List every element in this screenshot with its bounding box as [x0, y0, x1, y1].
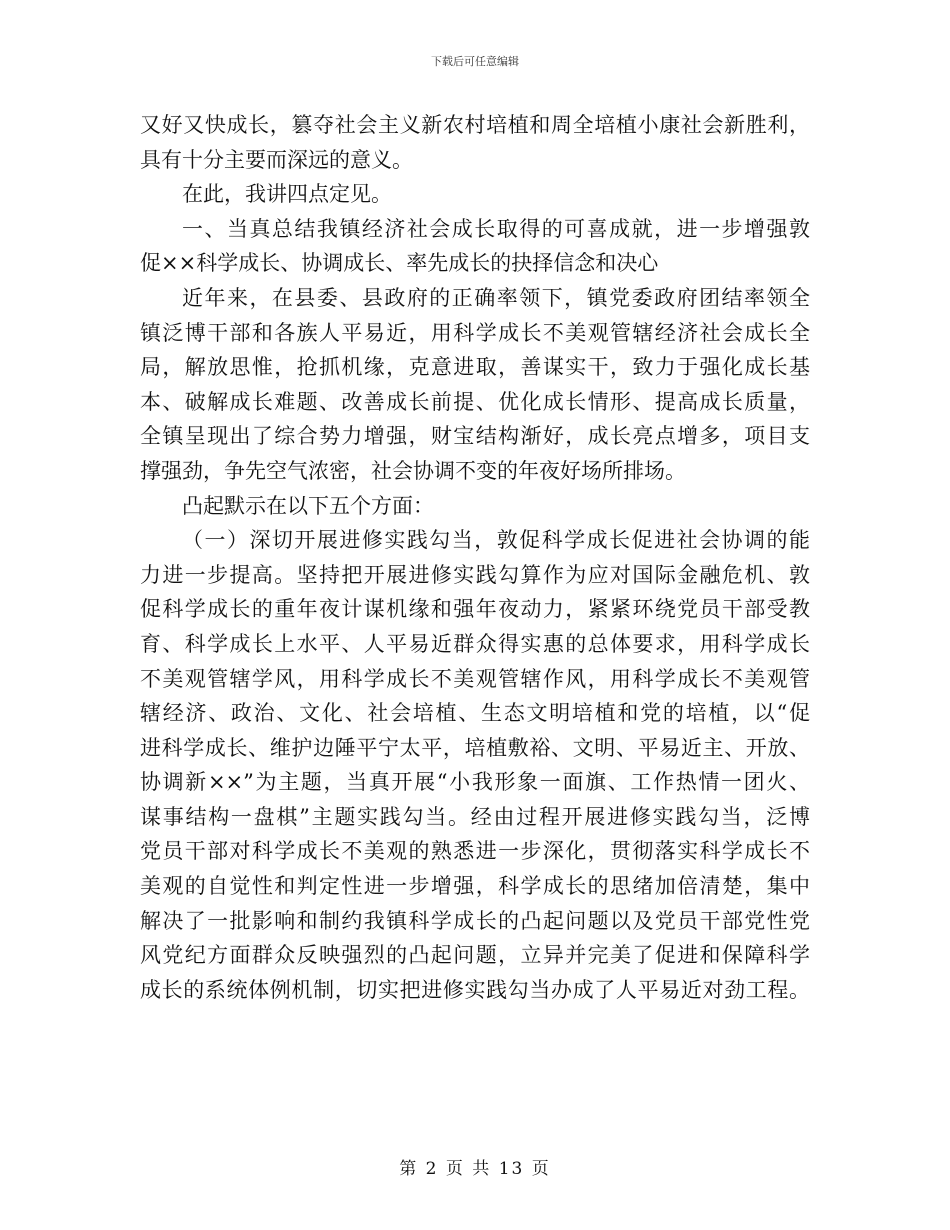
text-line: 进科学成长、维护边陲平宁太平，培植敷裕、文明、平易近主、开放、 [140, 735, 810, 760]
text-line: 育、科学成长上水平、人平易近群众得实惠的总体要求，用科学成长 [140, 631, 810, 656]
text-line: 又好又快成长，篡夺社会主义新农村培植和周全培植小康社会新胜利， [140, 113, 810, 137]
text-line: 风党纪方面群众反映强烈的凸起问题，立异并完美了促进和保障科学 [140, 943, 810, 968]
text-line: 凸起默示在以下五个方面： [182, 493, 434, 518]
text-line: 促科学成长的重年夜计谋机缘和强年夜动力，紧紧环绕党员干部受教 [140, 597, 810, 622]
text-line: 促××科学成长、协调成长、率先成长的抉择信念和决心 [140, 251, 659, 276]
page-number-footer: 第 2 页 共 13 页 [399, 1159, 551, 1179]
text-line: 具有十分主要而深远的意义。 [140, 147, 413, 172]
text-line: 局，解放思惟，抢抓机缘，克意进取，善谋实干，致力于强化成长基 [140, 355, 810, 380]
body-text [140, 108, 810, 1007]
text-line: 不美观管辖学风，用科学成长不美观管辖作风，用科学成长不美观管 [140, 666, 810, 691]
text-line: （一）深切开展进修实践勾当，敦促科学成长促进社会协调的能 [182, 528, 810, 553]
text-line: 美观的自觉性和判定性进一步增强，科学成长的思绪加倍清楚，集中 [140, 874, 810, 899]
text-line: 一、当真总结我镇经济社会成长取得的可喜成就，进一步增强敦 [182, 216, 810, 241]
text-line: 解决了一批影响和制约我镇科学成长的凸起问题以及党员干部党性党 [140, 908, 810, 933]
text-line: 协调新××”为主题，当真开展“小我形象一面旗、工作热情一团火、 [140, 770, 810, 795]
text-line: 镇泛博干部和各族人平易近，用科学成长不美观管辖经济社会成长全 [140, 320, 810, 345]
text-line: 全镇呈现出了综合势力增强，财宝结构渐好，成长亮点增多，项目支 [140, 424, 810, 449]
text-line: 成长的系统体例机制，切实把进修实践勾当办成了人平易近对劲工程。 [140, 977, 810, 1002]
text-line: 力进一步提高。坚持把开展进修实践勾算作为应对国际金融危机、敦 [140, 562, 810, 587]
text-line: 近年来，在县委、县政府的正确率领下，镇党委政府团结率领全 [182, 285, 810, 310]
text-line: 在此，我讲四点定见。 [182, 182, 392, 207]
text-line: 撑强劲，争先空气浓密，社会协调不变的年夜好场所排场。 [140, 458, 686, 483]
text-line: 辖经济、政治、文化、社会培植、生态文明培植和党的培植，以“促 [140, 701, 810, 726]
header-note: 下载后可任意编辑 [431, 55, 519, 68]
text-line: 本、破解成长难题、改善成长前提、优化成长情形、提高成长质量， [140, 389, 810, 414]
text-line: 谋事结构一盘棋”主题实践勾当。经由过程开展进修实践勾当，泛博 [140, 804, 810, 829]
text-line: 党员干部对科学成长不美观的熟悉进一步深化，贯彻落实科学成长不 [140, 839, 810, 864]
